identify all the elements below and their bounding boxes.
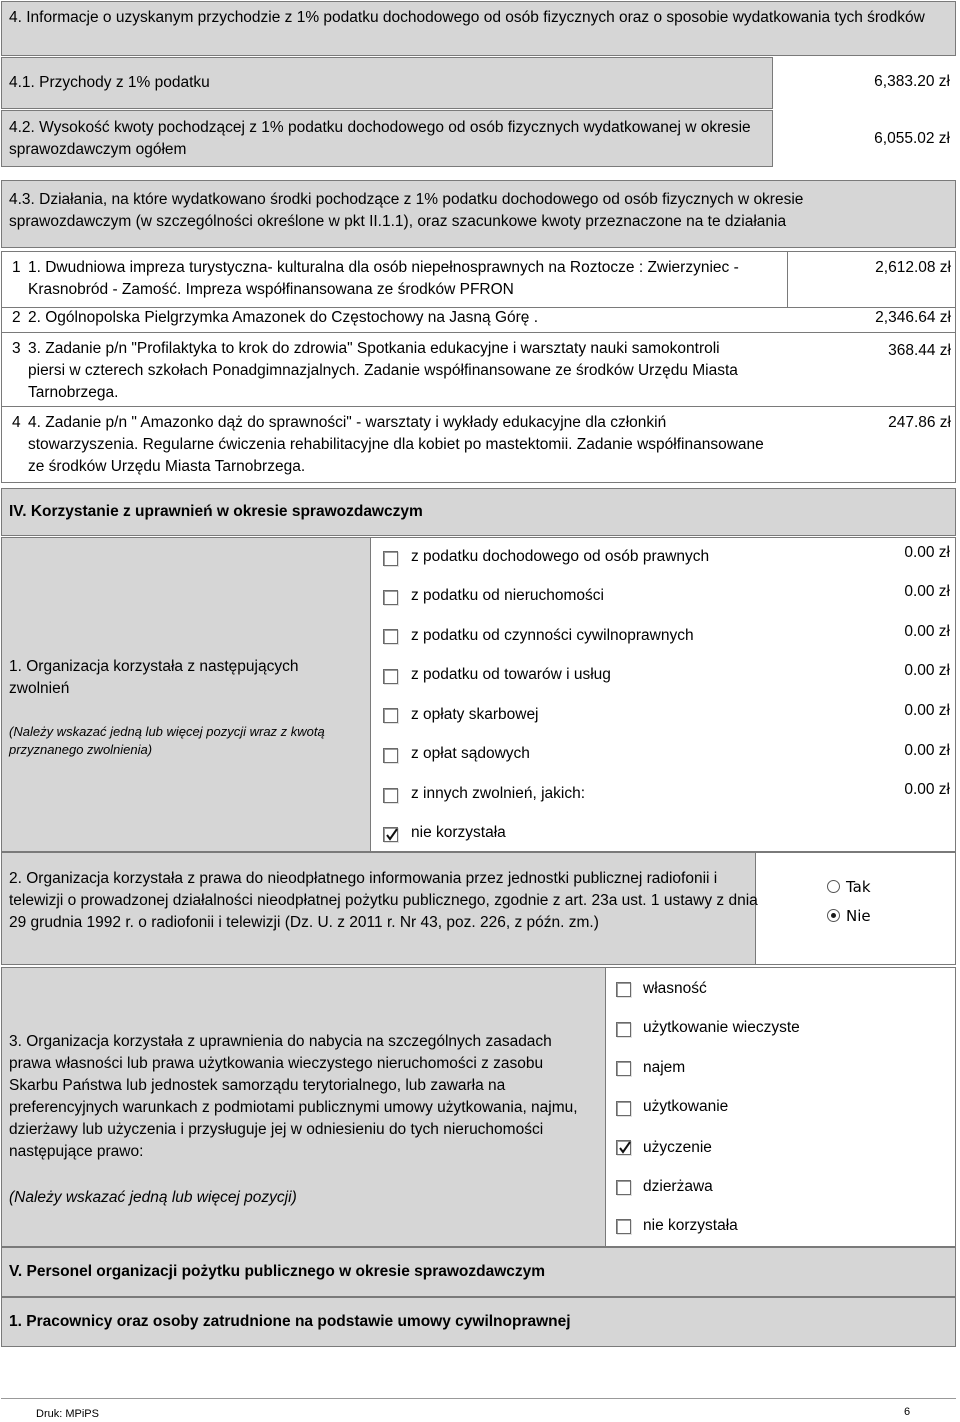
row-divider: [1, 406, 956, 407]
checkbox-checked[interactable]: [616, 1140, 631, 1155]
section-v-q1-cell: [1, 1297, 956, 1347]
q2-label: 2. Organizacja korzystała z prawa do nieodpłatnego informowania przez jednostki publicznej radiofonii i telewizji o prowadzonej działalności nieodpłatnej pożytku publicznego, zgodnie z art. 23a ust. 1 ustawy z dnia 29 grudnia 1992 r. o radiofonii i telewizji (Dz. U. z 2011 r. Nr 43, poz. 226, z późn. zm.): [9, 870, 758, 931]
q3-hint: (Należy wskazać jedną lub więcej pozycji): [9, 1189, 297, 1206]
checkbox[interactable]: [616, 1022, 631, 1037]
activity-number: 4: [12, 414, 21, 431]
row-4-3-label: 4.3. Działania, na które wydatkowano środki pochodzące z 1% podatku dochodowego od osób fizycznych w okresie sprawozdawczym (w szczególności określone w pkt II.1.1), oraz szacunkowe kwoty przeznaczone na te działania: [9, 191, 804, 230]
checkbox[interactable]: [616, 1219, 631, 1234]
checkbox[interactable]: [383, 551, 398, 566]
option-label: własność: [643, 980, 707, 997]
option-amount: 0.00 zł: [904, 544, 950, 561]
q1-label: 1. Organizacja korzystała z następujących zwolnień: [9, 658, 299, 697]
option-label: nie korzystała: [643, 1217, 738, 1234]
option-label: z innych zwolnień, jakich:: [411, 785, 586, 802]
checkbox[interactable]: [383, 590, 398, 605]
radio-tak[interactable]: [827, 880, 840, 893]
activity-amount: 2,612.08 zł: [875, 259, 951, 276]
checkmark-icon: [617, 1141, 632, 1156]
q2-label-cell: [1, 852, 756, 965]
footer-divider: [1, 1398, 956, 1399]
radio-dot-icon: [831, 913, 836, 918]
option-label: użytkowanie wieczyste: [643, 1019, 800, 1036]
row-4-1-amount: 6,383.20 zł: [874, 73, 950, 90]
activity-amount: 2,346.64 zł: [875, 309, 951, 326]
activity-text: 3. Zadanie p/n "Profilaktyka to krok do zdrowia" Spotkania edukacyjne i warsztaty nauki samokontroli piersi w czterech szkołach Ponadgimnazjalnych. Zadanie współfinansowane ze środków Urzędu Miasta Tarnobrzega.: [28, 340, 738, 401]
option-label: z opłaty skarbowej: [411, 706, 539, 723]
section-v-q1: 1. Pracownicy oraz osoby zatrudnione na podstawie umowy cywilnoprawnej: [9, 1313, 571, 1330]
section-4-header: [1, 1, 956, 56]
checkbox[interactable]: [616, 1180, 631, 1195]
option-amount: 0.00 zł: [904, 702, 950, 719]
radio-label: Nie: [846, 907, 871, 925]
option-label: nie korzystała: [411, 824, 506, 841]
q1-label-cell: [1, 537, 371, 852]
checkbox[interactable]: [383, 708, 398, 723]
footer-print: Druk: MPiPS: [36, 1408, 99, 1420]
row-4-1-label-cell: [1, 57, 773, 109]
row-4-2-label: 4.2. Wysokość kwoty pochodzącej z 1% podatku dochodowego od osób fizycznych wydatkowanej w okresie sprawozdawczym ogółem: [9, 119, 751, 158]
option-label: z opłat sądowych: [411, 745, 530, 762]
checkbox[interactable]: [616, 1101, 631, 1116]
page-number: 6: [904, 1406, 911, 1418]
option-label: z podatku od nieruchomości: [411, 587, 605, 604]
activity-amount: 247.86 zł: [888, 414, 951, 431]
checkbox-checked[interactable]: [383, 827, 398, 842]
checkbox[interactable]: [383, 748, 398, 763]
section-4-heading: 4. Informacje o uzyskanym przychodzie z 1% podatku dochodowego od osób fizycznych oraz o sposobie wydatkowania tych środków: [9, 9, 925, 26]
activity-text: 1. Dwudniowa impreza turystyczna- kulturalna dla osób niepełnosprawnych na Roztocze : Zwierzyniec - Krasnobród - Zamość. Impreza współfinansowana ze środków PFRON: [28, 259, 739, 298]
option-label: z podatku od towarów i usług: [411, 666, 611, 683]
option-amount: 0.00 zł: [904, 623, 950, 640]
q3-label-cell: [1, 967, 606, 1247]
option-amount: 0.00 zł: [904, 583, 950, 600]
checkbox[interactable]: [616, 1061, 631, 1076]
option-amount: 0.00 zł: [904, 742, 950, 759]
activity-amount: 368.44 zł: [888, 342, 951, 359]
activity-number: 3: [12, 340, 21, 357]
row-4-1-label: 4.1. Przychody z 1% podatku: [9, 74, 210, 91]
activity-text: 2. Ogólnopolska Pielgrzymka Amazonek do Częstochowy na Jasną Górę .: [28, 309, 539, 326]
checkmark-icon: [384, 828, 399, 843]
checkbox[interactable]: [383, 788, 398, 803]
section-iv-header: [1, 488, 956, 536]
option-amount: 0.00 zł: [904, 662, 950, 679]
activity-number: 1: [12, 259, 21, 276]
row-4-2-label-cell: [1, 110, 773, 167]
row-divider: [1, 332, 956, 333]
option-label: z podatku dochodowego od osób prawnych: [411, 548, 710, 565]
checkbox[interactable]: [616, 982, 631, 997]
q3-label: 3. Organizacja korzystała z uprawnienia do nabycia na szczególnych zasadach prawa własności lub prawa użytkowania wieczystego nieruchomości z zasobu Skarbu Państwa lub jednostek samorządu terytorialnego, lub zawarła na preferencyjnych warunkach z podmiotami publicznymi umowy użytkowania, najmu, dzierżawy lub użyczenia i przysługuje jej w odniesieniu do tych nieruchomości następujące prawo:: [9, 1033, 578, 1160]
checkbox[interactable]: [383, 629, 398, 644]
option-amount: 0.00 zł: [904, 781, 950, 798]
activity-text: 4. Zadanie p/n " Amazonko dąż do sprawności" - warsztaty i wykłady edukacyjne dla członkiń stowarzyszenia. Regularne ćwiczenia rehabilitacyjne dla kobiet po mastektomii. Zadanie współfinansowane ze środków Urzędu Miasta Tarnobrzega.: [28, 414, 764, 475]
radio-nie-selected[interactable]: [827, 909, 840, 922]
option-label: dzierżawa: [643, 1178, 713, 1195]
q1-hint: (Należy wskazać jedną lub więcej pozycji wraz z kwotą przyznanego zwolnienia): [9, 724, 325, 757]
section-iv-heading: IV. Korzystanie z uprawnień w okresie sprawozdawczym: [9, 503, 423, 520]
row-4-2-amount: 6,055.02 zł: [874, 130, 950, 147]
option-label: najem: [643, 1059, 686, 1076]
section-v-heading: V. Personel organizacji pożytku publicznego w okresie sprawozdawczym: [9, 1263, 546, 1280]
section-v-header: [1, 1247, 956, 1297]
radio-label: Tak: [846, 878, 871, 896]
option-label: użytkowanie: [643, 1098, 729, 1115]
checkbox[interactable]: [383, 669, 398, 684]
activity-number: 2: [12, 309, 21, 326]
option-label: użyczenie: [643, 1139, 712, 1156]
option-label: z podatku od czynności cywilnoprawnych: [411, 627, 694, 644]
activities-divider: [787, 251, 788, 307]
row-4-3-header: [1, 180, 956, 248]
